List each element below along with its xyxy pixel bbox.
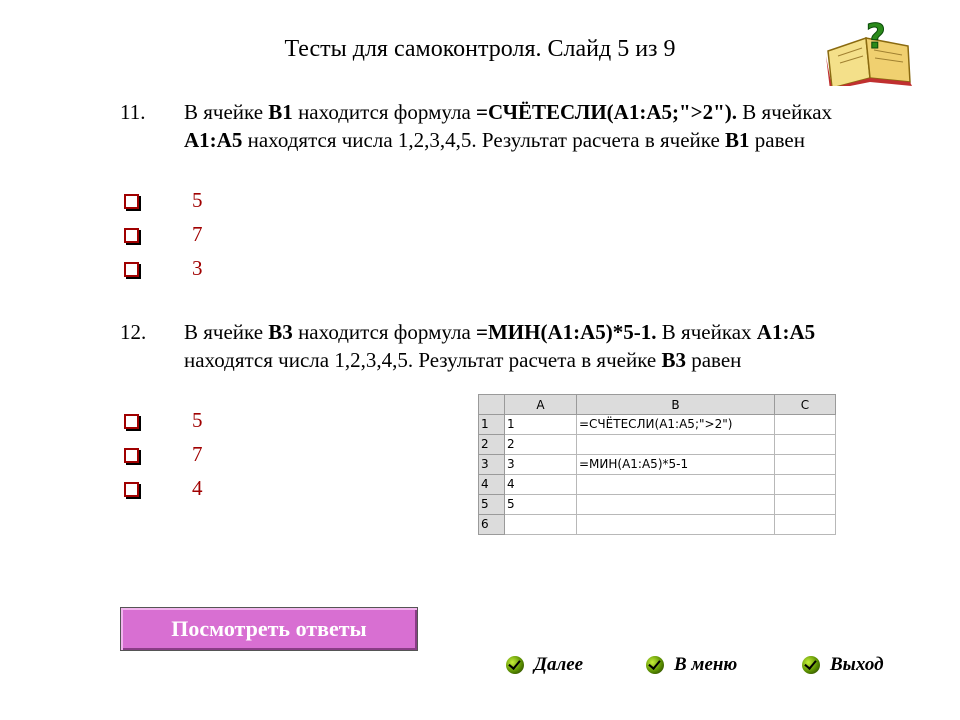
- table-row: [479, 435, 836, 455]
- cell: 3: [505, 455, 577, 475]
- question-number: 11.: [120, 100, 146, 124]
- table-row: [479, 515, 836, 535]
- green-check-icon[interactable]: [802, 656, 820, 674]
- cell: [775, 415, 836, 435]
- row-header: 4: [479, 475, 505, 495]
- cell: [577, 435, 775, 455]
- option-value: 5: [192, 408, 203, 432]
- green-check-icon[interactable]: [646, 656, 664, 674]
- spreadsheet-image: [478, 394, 836, 531]
- option-value: 4: [192, 476, 203, 500]
- exit-label[interactable]: Выход: [830, 654, 884, 675]
- checkbox-icon[interactable]: [124, 482, 139, 497]
- cell: [577, 495, 775, 515]
- checkbox-icon[interactable]: [124, 414, 139, 429]
- option-value: 3: [192, 256, 203, 280]
- checkbox-icon[interactable]: [124, 194, 139, 209]
- slide-title: Тесты для самоконтроля. Слайд 5 из 9: [284, 36, 676, 62]
- cell: [775, 435, 836, 455]
- row-header: 1: [479, 415, 505, 435]
- cell: [577, 515, 775, 535]
- cell: [775, 475, 836, 495]
- next-label[interactable]: Далее: [534, 654, 584, 675]
- row-header: 5: [479, 495, 505, 515]
- cell: 4: [505, 475, 577, 495]
- cell: 5: [505, 495, 577, 515]
- cell: [775, 455, 836, 475]
- table-row: [479, 415, 836, 435]
- menu-label[interactable]: В меню: [674, 654, 738, 675]
- cell: [505, 515, 577, 535]
- corner-cell: [479, 395, 505, 415]
- show-answers-button[interactable]: Посмотреть ответы: [120, 607, 418, 651]
- table-row: [479, 475, 836, 495]
- cell: =МИН(A1:A5)*5-1: [577, 455, 775, 475]
- book-question-icon: [818, 16, 918, 86]
- row-header: 2: [479, 435, 505, 455]
- question-text: В ячейке B1 находится формула =СЧЁТЕСЛИ(A1:A5;">2"). В ячейках A1:A5 находятся числа 1,2,3,4,5. Результат расчета в ячейке B1 равен: [184, 100, 833, 152]
- row-header: 6: [479, 515, 505, 535]
- table-row: [479, 455, 836, 475]
- question-number: 12.: [120, 320, 147, 344]
- cell: [775, 515, 836, 535]
- option-value: 7: [192, 222, 203, 246]
- cell: 2: [505, 435, 577, 455]
- cell: [577, 475, 775, 495]
- table-row: [479, 495, 836, 515]
- cell: =СЧЁТЕСЛИ(A1:A5;">2"): [577, 415, 775, 435]
- column-header: B: [577, 395, 775, 415]
- column-header: A: [505, 395, 577, 415]
- question-text: В ячейке B3 находится формула =МИН(A1:A5)*5-1. В ячейках A1:A5 находятся числа 1,2,3,4,5. Результат расчета в ячейке B3 равен: [184, 320, 816, 372]
- checkbox-icon[interactable]: [124, 228, 139, 243]
- column-header: C: [775, 395, 836, 415]
- cell: 1: [505, 415, 577, 435]
- option-value: 7: [192, 442, 203, 466]
- row-header: 3: [479, 455, 505, 475]
- option-value: 5: [192, 188, 203, 212]
- svg-text:?: ?: [866, 17, 886, 57]
- spreadsheet-header-row: [479, 395, 836, 415]
- green-check-icon[interactable]: [506, 656, 524, 674]
- checkbox-icon[interactable]: [124, 448, 139, 463]
- cell: [775, 495, 836, 515]
- checkbox-icon[interactable]: [124, 262, 139, 277]
